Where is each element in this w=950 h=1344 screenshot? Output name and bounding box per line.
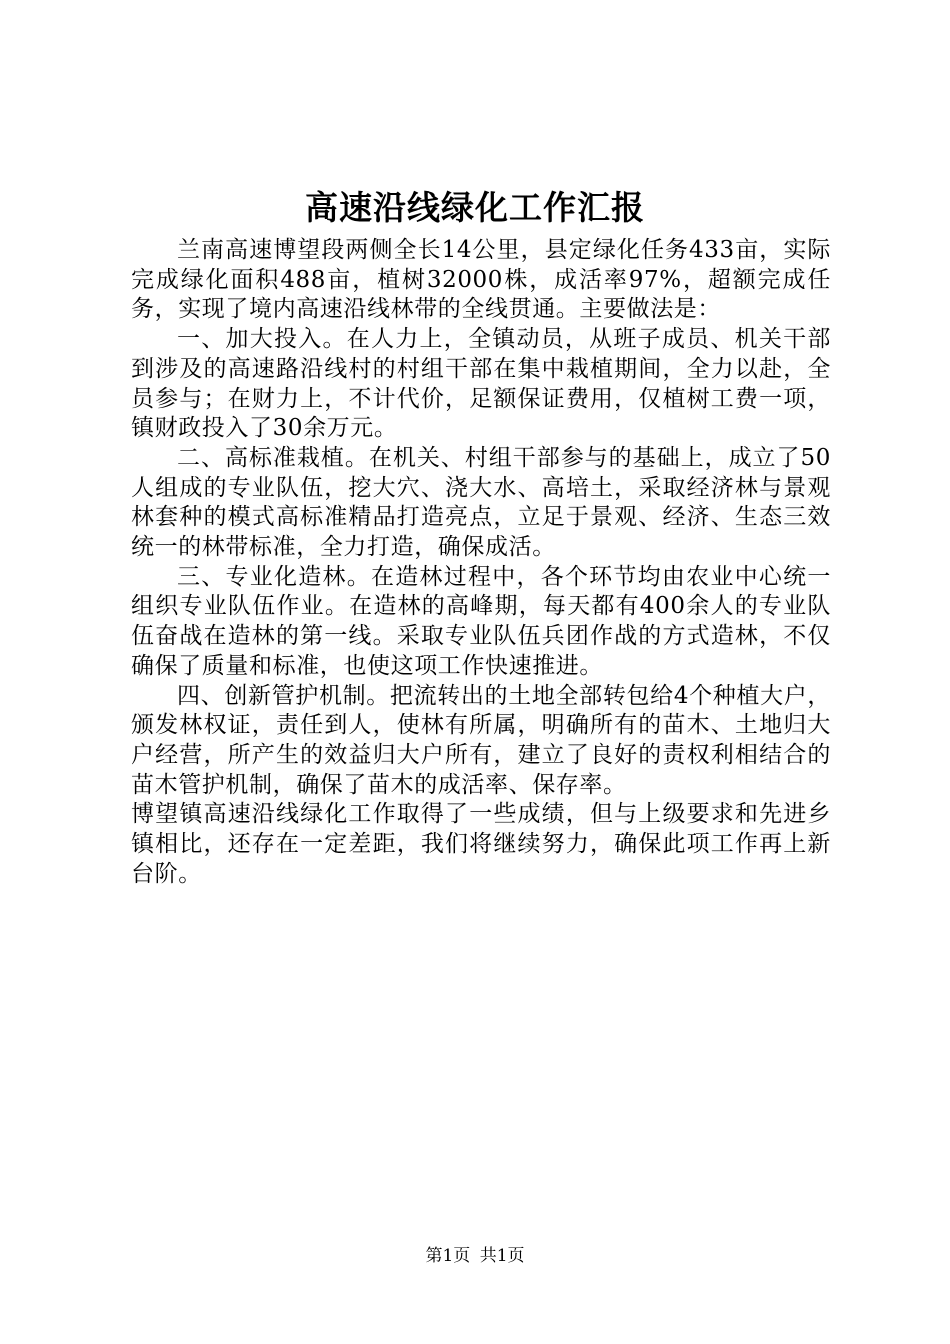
document-body xyxy=(131,236,831,889)
paragraph-conclusion: 博望镇高速沿线绿化工作取得了一些成绩，但与上级要求和先进乡镇相比，还存在一定差距，我们将继续努力，确保此项工作再上新台阶。 xyxy=(131,801,831,887)
page-title: 高速沿线绿化工作汇报 xyxy=(305,188,645,227)
paragraph-professional-afforestation: 三、专业化造林。在造林过程中，各个环节均由农业中心统一组织专业队伍作业。在造林的高峰期，每天都有400余人的专业队伍奋战在造林的第一线。采取专业队伍兵团作战的方式造林，不仅确保了质量和标准，也使这项工作快速推进。 xyxy=(131,563,831,679)
paragraph-investment: 一、加大投入。在人力上，全镇动员，从班子成员、机关干部到涉及的高速路沿线村的村组干部在集中栽植期间，全力以赴，全员参与；在财力上，不计代价，足额保证费用，仅植树工费一项，镇财政投入了30余万元。 xyxy=(131,326,831,442)
page-footer xyxy=(0,1244,950,1268)
page-number-current: 第1页 xyxy=(425,1246,471,1266)
paragraph-management-mechanism: 四、创新管护机制。把流转出的土地全部转包给4个种植大户，颁发林权证，责任到人，使林有所属，明确所有的苗木、土地归大户经营，所产生的效益归大户所有，建立了良好的责权利相结合的苗木管护机制，确保了苗木的成活率、保存率。 xyxy=(131,682,831,798)
paragraph-planting-standard: 二、高标准栽植。在机关、村组干部参与的基础上，成立了50人组成的专业队伍，挖大穴、浇大水、高培土，采取经济林与景观林套种的模式高标准精品打造亮点，立足于景观、经济、生态三效统一的林带标准，全力打造，确保成活。 xyxy=(131,444,831,561)
page-number-total: 共1页 xyxy=(479,1246,525,1266)
paragraph-intro: 兰南高速博望段两侧全长14公里，县定绿化任务433亩，实际完成绿化面积488亩，植树32000株，成活率97%，超额完成任务，实现了境内高速沿线林带的全线贯通。主要做法是： xyxy=(131,237,831,323)
